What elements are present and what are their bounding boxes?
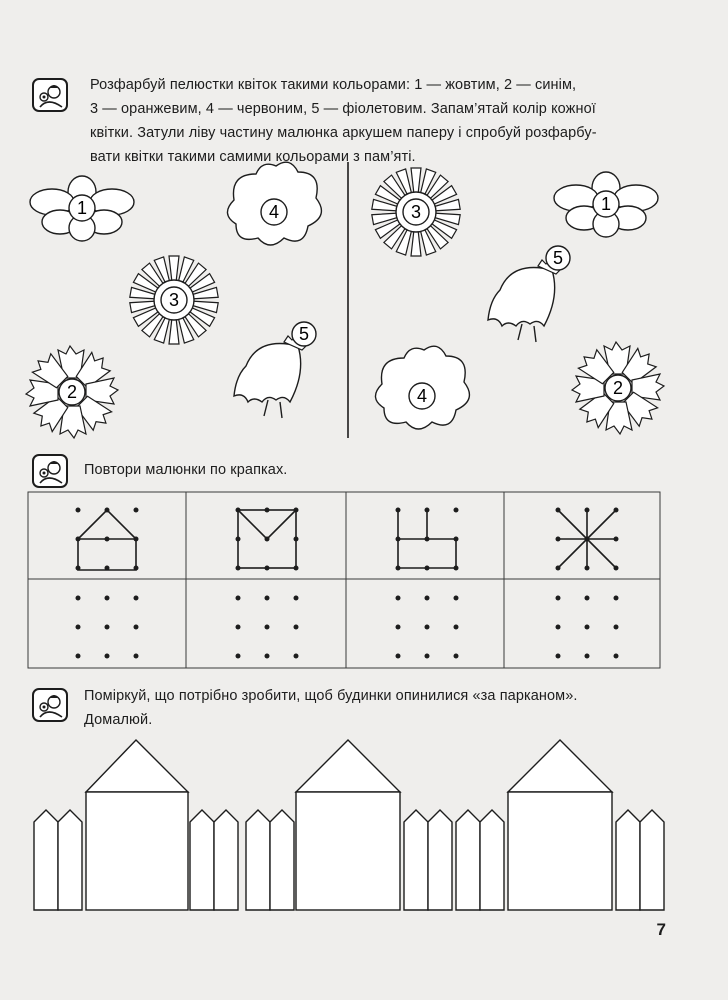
- flower-number: 1: [600, 194, 612, 214]
- house-wall-1: [86, 792, 188, 910]
- flower-number: 4: [416, 386, 428, 406]
- house-roof-2: [296, 740, 400, 792]
- flower-number: 3: [410, 202, 422, 222]
- task1-line-1: Розфарбуй пелюстки квіток такими кольорами: 1 — жовтим, 2 — синім,: [90, 77, 577, 93]
- task-icon-3: [32, 688, 68, 722]
- task3-text: [84, 684, 674, 732]
- flower-number: 5: [552, 248, 564, 268]
- house-roof-1: [86, 740, 188, 792]
- task-icon-1: [32, 78, 68, 112]
- flower-number: 2: [66, 382, 78, 402]
- flower-number: 5: [298, 324, 310, 344]
- task1-line-3: квітки. Затули ліву частину малюнка аркушем паперу і спробуй розфарбу-: [90, 125, 597, 141]
- task3-line-2: Домалюй.: [84, 712, 153, 728]
- flower-number: 4: [268, 202, 280, 222]
- child-with-flower-icon: [37, 83, 65, 109]
- task2-text: Повтори малюнки по крапках.: [84, 462, 288, 478]
- flower-number: 1: [76, 198, 88, 218]
- houses-and-fence: [0, 736, 728, 916]
- task-icon-2: [32, 454, 68, 488]
- house-roof-3: [508, 740, 612, 792]
- task1-text: [90, 73, 680, 169]
- flowers-area: [0, 160, 728, 460]
- flower-number: 3: [168, 290, 180, 310]
- dot-grids: [76, 508, 619, 659]
- child-with-flower-icon: [37, 459, 65, 485]
- task1-line-4: вати квітки такими самими кольорами з пам’яті.: [90, 149, 416, 165]
- child-with-flower-icon: [37, 693, 65, 719]
- flower-number: 2: [612, 378, 624, 398]
- house-wall-3: [508, 792, 612, 910]
- task1-line-2: 3 — оранжевим, 4 — червоним, 5 — фіолетовим. Запам’ятай колір кожної: [90, 101, 596, 117]
- page-number: 7: [656, 920, 666, 939]
- house-wall-2: [296, 792, 400, 910]
- dot-grid-exercise: [0, 490, 728, 680]
- task3-line-1: Поміркуй, що потрібно зробити, щоб будинки опинилися «за парканом».: [84, 688, 578, 704]
